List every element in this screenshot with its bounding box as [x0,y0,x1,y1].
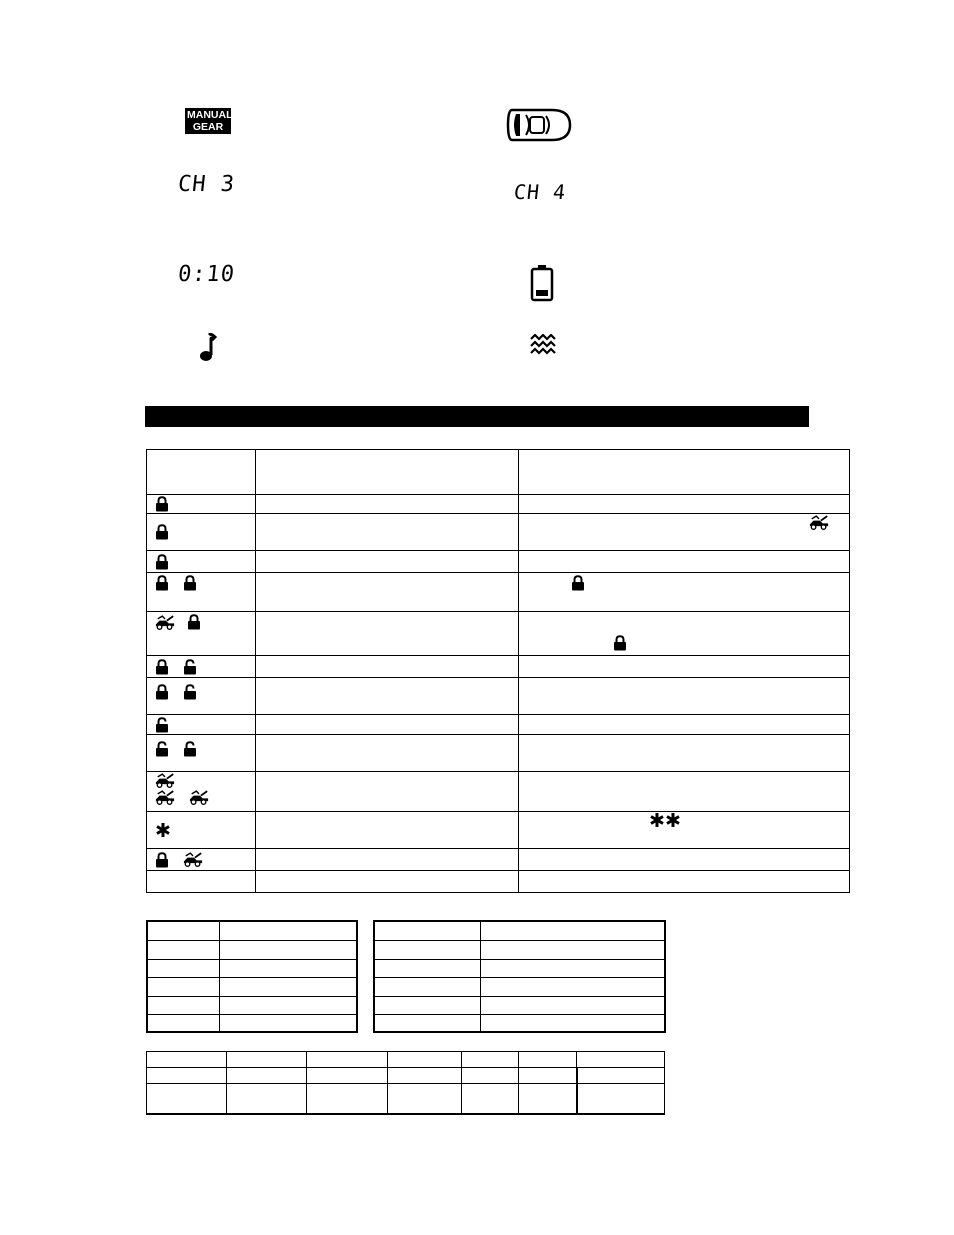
table-cell [462,1068,519,1084]
table-cell [480,959,665,977]
table-row [147,996,357,1014]
table-cell [519,656,850,678]
table-cell [256,656,519,678]
table-cell [256,573,519,612]
table-cell [147,977,219,996]
table-cell [388,1068,462,1084]
table-cell [480,977,665,996]
table-cell [147,940,219,959]
table-row [147,1068,665,1084]
table-cell [374,996,480,1014]
lock-closed-icon [155,554,169,570]
table-row [374,996,665,1014]
table-cell [307,1052,388,1068]
table-cell [519,1068,577,1084]
ch4-display-icon: CH 4 [512,180,568,204]
table-cell [147,871,256,893]
table-row [374,977,665,996]
table-cell [388,1084,462,1114]
lock-closed-icon [155,852,169,868]
header-cell [256,450,519,495]
table-row [147,959,357,977]
table-cell [256,715,519,735]
double-asterisk-icon [649,812,681,828]
icon-cell [147,678,256,715]
lock-open-icon [155,741,169,757]
table-cell [374,1014,480,1032]
table-row [147,612,850,656]
small-table-left [146,920,358,1033]
car-open-trunk-icon [155,773,175,788]
icon-cell [147,772,256,812]
table-cell [519,495,850,514]
table-row [147,921,357,940]
table-cell [147,921,219,940]
table-cell [577,1068,665,1084]
table-cell [480,1014,665,1032]
table-cell [519,772,850,812]
table-row [147,715,850,735]
table-row [147,735,850,772]
timer-display-icon: 0:10 [176,262,237,287]
table-cell [147,1052,227,1068]
table-cell [256,735,519,772]
table-cell [480,921,665,940]
table-cell [219,921,357,940]
table-row [147,551,850,573]
table-cell [147,959,219,977]
table-cell [519,715,850,735]
table-cell [462,1052,519,1068]
table-row [147,1014,357,1032]
icon-cell [147,514,256,551]
table-cell [519,573,850,612]
table-cell [147,1084,227,1114]
table-cell [256,772,519,812]
header-cell [519,450,850,495]
table-cell [256,612,519,656]
table-row [374,959,665,977]
manual-gear-line2: GEAR [192,121,224,133]
lock-closed-icon [155,575,169,591]
small-table-right [373,920,666,1033]
table-cell [577,1084,665,1114]
table-cell [519,551,850,573]
icon-cell [147,715,256,735]
table-cell [147,996,219,1014]
icon-cell [147,551,256,573]
icon-cell [147,573,256,612]
table-row [147,514,850,551]
icon-cell [147,812,256,849]
lock-open-icon [183,741,197,757]
table-cell [256,495,519,514]
table-cell [147,1068,227,1084]
lock-open-icon [155,717,169,733]
table-row [147,656,850,678]
heat-waves-icon [530,334,558,363]
table-cell [462,1084,519,1114]
table-cell [219,959,357,977]
car-open-trunk-icon [155,790,175,805]
asterisk-icon [155,822,171,838]
table-row [147,495,850,514]
lock-closed-icon [183,575,197,591]
table-row [374,1014,665,1032]
table-cell [519,735,850,772]
lock-open-icon [183,659,197,675]
table-cell [519,1084,577,1114]
lock-closed-icon [187,614,201,630]
icon-cell [147,735,256,772]
ch3-display-icon: CH 3 [176,172,237,197]
table-row [147,871,850,893]
table-cell [519,812,850,849]
table-cell [256,514,519,551]
table-cell [256,678,519,715]
header-cell [147,450,256,495]
table-row [374,940,665,959]
table-row [147,940,357,959]
table-cell [256,812,519,849]
table-cell [519,849,850,871]
table-cell [480,940,665,959]
lock-closed-icon [155,496,169,512]
table-cell [519,1052,577,1068]
manual-gear-icon [185,108,231,134]
table-cell [227,1068,307,1084]
table-row [147,977,357,996]
table-row [147,772,850,812]
table-cell [227,1084,307,1114]
car-open-trunk-icon [183,852,203,867]
table-cell [307,1084,388,1114]
car-open-trunk-icon [809,515,829,530]
lock-open-icon [183,684,197,700]
lock-closed-icon [155,524,169,540]
table-header-row [147,450,850,495]
lock-closed-icon [155,684,169,700]
icon-cell [147,656,256,678]
battery-low-icon [530,264,554,307]
table-row [147,812,850,849]
table-cell [577,1052,665,1068]
table-cell [480,996,665,1014]
table-cell [519,678,850,715]
lock-closed-icon [155,659,169,675]
table-cell [307,1068,388,1084]
car-top-view-icon [506,106,572,149]
car-open-trunk-icon [155,615,175,630]
table-cell [374,940,480,959]
table-row [147,1084,665,1114]
manual-gear-line1: MANUAL [187,109,233,121]
table-cell [227,1052,307,1068]
music-note-icon [199,333,219,368]
table-cell [519,514,850,551]
table-cell [219,1014,357,1032]
table-row [147,573,850,612]
table-cell [388,1052,462,1068]
lock-closed-icon [571,575,585,591]
table-cell [256,849,519,871]
table-cell [219,977,357,996]
main-table [146,449,850,893]
lock-closed-icon [613,635,627,651]
bottom-table [146,1051,665,1115]
car-open-trunk-icon [189,790,209,805]
section-header-bar [145,406,809,427]
table-cell [256,551,519,573]
table-cell [374,921,480,940]
icon-cell [147,612,256,656]
table-row [147,1052,665,1068]
table-cell [519,612,850,656]
table-row [147,678,850,715]
table-cell [374,959,480,977]
icon-cell [147,495,256,514]
table-cell [219,940,357,959]
table-row [147,849,850,871]
table-cell [219,996,357,1014]
table-cell [374,977,480,996]
table-row [374,921,665,940]
table-cell [147,1014,219,1032]
table-cell [256,871,519,893]
table-cell [519,871,850,893]
icon-cell [147,849,256,871]
